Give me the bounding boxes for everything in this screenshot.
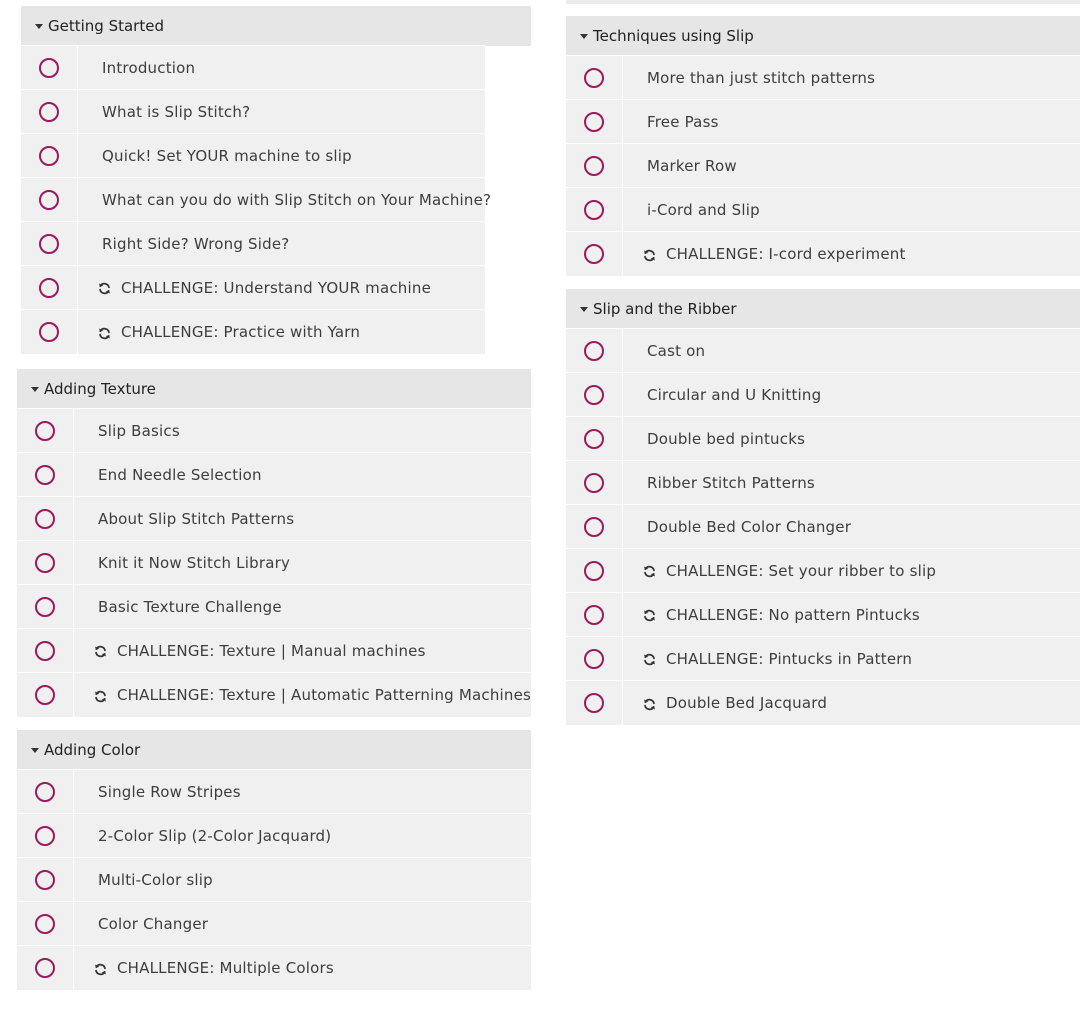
- lesson-title: CHALLENGE: Pintucks in Pattern: [666, 649, 913, 668]
- lesson-list: [21, 46, 492, 354]
- lesson-row[interactable]: [21, 178, 492, 222]
- lesson-link[interactable]: [623, 201, 1080, 219]
- circle-outline-icon[interactable]: [584, 112, 604, 132]
- lesson-title: Marker Row: [647, 156, 737, 175]
- lesson-link[interactable]: [623, 518, 1080, 536]
- lesson-row[interactable]: [566, 681, 1080, 725]
- lesson-row[interactable]: [21, 134, 485, 178]
- lesson-title: What can you do with Slip Stitch on Your Machine?: [102, 190, 492, 209]
- lesson-title: Quick! Set YOUR machine to slip: [102, 146, 352, 165]
- lesson-row[interactable]: [566, 417, 1080, 461]
- circle-outline-icon[interactable]: [39, 190, 59, 210]
- previous-section-edge: [566, 0, 1080, 4]
- lesson-title: CHALLENGE: No pattern Pintucks: [666, 605, 920, 624]
- lesson-title: CHALLENGE: Practice with Yarn: [121, 323, 361, 341]
- completion-cell: [566, 100, 623, 143]
- circle-outline-icon[interactable]: [35, 641, 55, 661]
- lesson-title: About Slip Stitch Patterns: [98, 509, 295, 528]
- refresh-icon: [643, 564, 656, 577]
- lesson-row[interactable]: [566, 549, 1080, 593]
- section-getting-started: [21, 6, 492, 354]
- lesson-row[interactable]: [566, 593, 1080, 637]
- lesson-title: CHALLENGE: Set your ribber to slip: [666, 561, 937, 580]
- lesson-row[interactable]: [17, 453, 531, 497]
- completion-cell: [17, 770, 74, 813]
- lesson-link[interactable]: [74, 466, 531, 484]
- completion-cell: [21, 310, 78, 354]
- lesson-link[interactable]: [623, 113, 1080, 131]
- completion-cell: [17, 629, 74, 672]
- completion-cell: [17, 541, 74, 584]
- section-header-adding-texture[interactable]: [17, 369, 531, 409]
- lesson-link[interactable]: [74, 871, 531, 889]
- lesson-row[interactable]: [17, 585, 531, 629]
- completion-cell: [21, 46, 78, 89]
- lesson-title: More than just stitch patterns: [647, 68, 876, 87]
- circle-outline-icon[interactable]: [584, 605, 604, 625]
- lesson-row[interactable]: [566, 188, 1080, 232]
- circle-outline-icon[interactable]: [35, 553, 55, 573]
- circle-outline-icon[interactable]: [584, 341, 604, 361]
- lesson-row[interactable]: [566, 329, 1080, 373]
- caret-down-icon: [31, 748, 39, 753]
- lesson-row[interactable]: [21, 46, 485, 90]
- lesson-link[interactable]: [78, 59, 485, 77]
- lesson-title: Double Bed Jacquard: [666, 694, 828, 712]
- lesson-title: End Needle Selection: [98, 465, 262, 484]
- section-title: Techniques using Slip: [593, 26, 754, 45]
- lesson-link[interactable]: [74, 827, 531, 845]
- completion-cell: [21, 134, 78, 177]
- refresh-icon: [94, 644, 107, 657]
- lesson-link[interactable]: [623, 694, 1080, 712]
- lesson-link[interactable]: [78, 103, 485, 121]
- section-header-adding-color[interactable]: [17, 730, 531, 770]
- lesson-row[interactable]: [17, 902, 531, 946]
- completion-cell: [21, 178, 78, 221]
- completion-cell: [566, 505, 623, 548]
- lesson-link[interactable]: [623, 562, 1080, 580]
- lesson-title: Double Bed Color Changer: [647, 517, 852, 536]
- circle-outline-icon[interactable]: [39, 234, 59, 254]
- completion-cell: [566, 417, 623, 460]
- lesson-link[interactable]: [623, 245, 1080, 263]
- lesson-link[interactable]: [74, 959, 531, 977]
- completion-cell: [17, 673, 74, 717]
- completion-cell: [17, 409, 74, 452]
- lesson-link[interactable]: [623, 430, 1080, 448]
- lesson-title: Ribber Stitch Patterns: [647, 473, 815, 492]
- lesson-row[interactable]: [566, 232, 1080, 276]
- lesson-row[interactable]: [566, 144, 1080, 188]
- caret-down-icon: [580, 34, 588, 39]
- circle-outline-icon[interactable]: [584, 561, 604, 581]
- section-slip-and-the-ribber: [566, 289, 1080, 725]
- completion-cell: [566, 188, 623, 231]
- lesson-title: CHALLENGE: Multiple Colors: [117, 959, 334, 977]
- lesson-row[interactable]: [17, 858, 531, 902]
- lesson-title: Slip Basics: [98, 421, 180, 440]
- caret-down-icon: [580, 307, 588, 312]
- circle-outline-icon[interactable]: [584, 429, 604, 449]
- completion-cell: [21, 266, 78, 309]
- lesson-row[interactable]: [566, 100, 1080, 144]
- circle-outline-icon[interactable]: [35, 597, 55, 617]
- lesson-row[interactable]: [17, 673, 531, 717]
- refresh-icon: [643, 248, 656, 261]
- lesson-link[interactable]: [623, 342, 1080, 360]
- circle-outline-icon[interactable]: [35, 914, 55, 934]
- caret-down-icon: [31, 387, 39, 392]
- lesson-title: Introduction: [102, 58, 196, 77]
- lesson-row[interactable]: [17, 409, 531, 453]
- circle-outline-icon[interactable]: [35, 465, 55, 485]
- refresh-icon: [643, 652, 656, 665]
- completion-cell: [566, 593, 623, 636]
- circle-outline-icon[interactable]: [35, 685, 55, 705]
- lesson-link[interactable]: [74, 915, 531, 933]
- circle-outline-icon[interactable]: [35, 782, 55, 802]
- completion-cell: [17, 814, 74, 857]
- lesson-row[interactable]: [21, 90, 485, 134]
- circle-outline-icon[interactable]: [39, 322, 59, 342]
- lesson-row[interactable]: [566, 637, 1080, 681]
- lesson-link[interactable]: [623, 474, 1080, 492]
- completion-cell: [566, 56, 623, 99]
- completion-cell: [566, 549, 623, 592]
- circle-outline-icon[interactable]: [584, 156, 604, 176]
- lesson-list: [566, 56, 1080, 276]
- lesson-title: Cast on: [647, 341, 706, 360]
- refresh-icon: [98, 326, 111, 339]
- completion-cell: [566, 373, 623, 416]
- lesson-title: CHALLENGE: I-cord experiment: [666, 245, 906, 263]
- lesson-title: What is Slip Stitch?: [102, 102, 251, 121]
- lesson-link[interactable]: [78, 323, 485, 341]
- lesson-title: Circular and U Knitting: [647, 385, 822, 404]
- lesson-link[interactable]: [623, 69, 1080, 87]
- caret-down-icon: [35, 24, 43, 29]
- lesson-title: Double bed pintucks: [647, 429, 806, 448]
- completion-cell: [566, 144, 623, 187]
- lesson-title: CHALLENGE: Texture | Manual machines: [117, 641, 426, 660]
- lesson-row[interactable]: [17, 770, 531, 814]
- refresh-icon: [98, 281, 111, 294]
- lesson-title: Right Side? Wrong Side?: [102, 234, 290, 253]
- circle-outline-icon[interactable]: [39, 146, 59, 166]
- lesson-row[interactable]: [21, 266, 485, 310]
- lesson-row[interactable]: [566, 56, 1080, 100]
- section-title: Slip and the Ribber: [593, 299, 737, 318]
- lesson-title: Multi-Color slip: [98, 870, 213, 889]
- lesson-link[interactable]: [623, 650, 1080, 668]
- lesson-row[interactable]: [17, 629, 531, 673]
- lesson-link[interactable]: [74, 783, 531, 801]
- circle-outline-icon[interactable]: [584, 473, 604, 493]
- completion-cell: [566, 681, 623, 725]
- section-title: Adding Texture: [44, 379, 156, 398]
- lesson-link[interactable]: [74, 510, 531, 528]
- completion-cell: [566, 232, 623, 276]
- lesson-row[interactable]: [17, 497, 531, 541]
- lesson-link[interactable]: [78, 235, 485, 253]
- circle-outline-icon[interactable]: [584, 649, 604, 669]
- circle-outline-icon[interactable]: [35, 870, 55, 890]
- section-techniques-using-slip: [566, 16, 1080, 276]
- completion-cell: [17, 946, 74, 990]
- circle-outline-icon[interactable]: [584, 244, 604, 264]
- lesson-title: CHALLENGE: Texture | Automatic Patterning Machines: [117, 686, 532, 704]
- section-header-getting-started[interactable]: [21, 6, 485, 46]
- lesson-link[interactable]: [74, 422, 531, 440]
- completion-cell: [566, 637, 623, 680]
- circle-outline-icon[interactable]: [35, 509, 55, 529]
- circle-outline-icon[interactable]: [584, 68, 604, 88]
- header-extension: [485, 6, 531, 46]
- circle-outline-icon[interactable]: [35, 421, 55, 441]
- circle-outline-icon[interactable]: [35, 826, 55, 846]
- lesson-row[interactable]: [17, 814, 531, 858]
- circle-outline-icon[interactable]: [39, 102, 59, 122]
- completion-cell: [21, 222, 78, 265]
- circle-outline-icon[interactable]: [584, 385, 604, 405]
- refresh-icon: [94, 689, 107, 702]
- lesson-link[interactable]: [623, 157, 1080, 175]
- circle-outline-icon[interactable]: [584, 517, 604, 537]
- refresh-icon: [643, 608, 656, 621]
- lesson-link[interactable]: [74, 554, 531, 572]
- lesson-title: Color Changer: [98, 914, 209, 933]
- lesson-row[interactable]: [566, 373, 1080, 417]
- completion-cell: [17, 902, 74, 945]
- completion-cell: [21, 90, 78, 133]
- circle-outline-icon[interactable]: [39, 58, 59, 78]
- completion-cell: [17, 453, 74, 496]
- circle-outline-icon[interactable]: [39, 278, 59, 298]
- lesson-list: [17, 409, 531, 717]
- lesson-row[interactable]: [21, 310, 485, 354]
- circle-outline-icon[interactable]: [35, 958, 55, 978]
- completion-cell: [17, 858, 74, 901]
- lesson-link[interactable]: [74, 642, 531, 660]
- lesson-title: Single Row Stripes: [98, 782, 241, 801]
- refresh-icon: [94, 962, 107, 975]
- lesson-link[interactable]: [74, 686, 531, 704]
- refresh-icon: [643, 697, 656, 710]
- lesson-link[interactable]: [74, 598, 531, 616]
- lesson-link[interactable]: [78, 191, 491, 209]
- circle-outline-icon[interactable]: [584, 200, 604, 220]
- completion-cell: [17, 585, 74, 628]
- lesson-link[interactable]: [623, 386, 1080, 404]
- completion-cell: [566, 329, 623, 372]
- completion-cell: [17, 497, 74, 540]
- lesson-link[interactable]: [78, 147, 485, 165]
- lesson-list: [566, 329, 1080, 725]
- section-adding-color: [17, 730, 531, 990]
- lesson-row[interactable]: [17, 946, 531, 990]
- lesson-title: i-Cord and Slip: [647, 200, 760, 219]
- section-title: Getting Started: [48, 16, 164, 35]
- lesson-row[interactable]: [21, 222, 485, 266]
- completion-cell: [566, 461, 623, 504]
- lesson-title: CHALLENGE: Understand YOUR machine: [121, 278, 432, 297]
- lesson-title: Basic Texture Challenge: [98, 597, 282, 616]
- circle-outline-icon[interactable]: [584, 693, 604, 713]
- lesson-title: Free Pass: [647, 112, 719, 131]
- lesson-list: [17, 770, 531, 990]
- lesson-row[interactable]: [566, 461, 1080, 505]
- lesson-title: Knit it Now Stitch Library: [98, 553, 291, 572]
- section-header-slip-and-the-ribber[interactable]: [566, 289, 1080, 329]
- section-title: Adding Color: [44, 740, 141, 759]
- lesson-title: 2-Color Slip (2-Color Jacquard): [98, 826, 332, 845]
- section-header-techniques-using-slip[interactable]: [566, 16, 1080, 56]
- section-adding-texture: [17, 369, 531, 717]
- lesson-link[interactable]: [78, 279, 485, 297]
- lesson-row[interactable]: [566, 505, 1080, 549]
- lesson-row[interactable]: [17, 541, 531, 585]
- lesson-link[interactable]: [623, 606, 1080, 624]
